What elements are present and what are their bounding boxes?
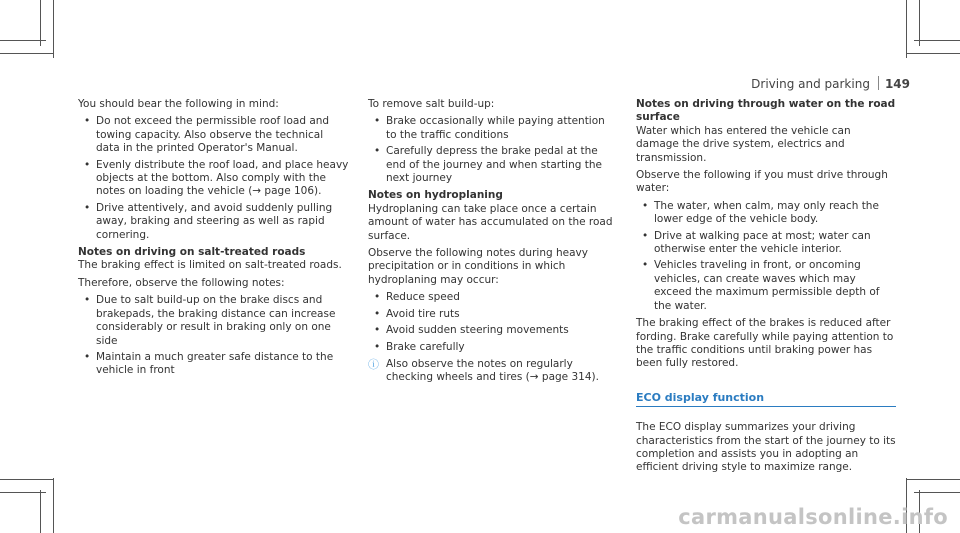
page-number: 149: [884, 77, 910, 91]
list-item: • Avoid sudden steering movements: [368, 324, 616, 337]
crop-mark: [40, 490, 41, 533]
water-observe: Observe the following if you must drive through water:: [636, 169, 888, 195]
remove-intro: To remove salt build-up:: [368, 98, 495, 110]
crop-mark: [914, 492, 960, 493]
water-after-text: The braking effect of the brakes is reduced after fording. Brake carefully while paying attention to the traffic conditions until braking power has been fully restored.: [636, 317, 894, 370]
hydroplaning-heading: Notes on hydroplaning: [368, 189, 503, 202]
salt-list: [78, 294, 350, 377]
roof-load-list: [78, 115, 350, 242]
crop-mark: [53, 0, 54, 58]
hydroplaning-observe: Observe the following notes during heavy precipitation or in conditions in which hydroplaning may occur:: [368, 247, 588, 286]
salt-heading: Notes on driving on salt-treated roads: [78, 246, 306, 259]
info-note: [368, 358, 616, 385]
column-middle: [368, 98, 616, 385]
water-heading: Notes on driving through water on the road surface: [636, 98, 896, 124]
crop-mark: [0, 479, 54, 480]
crop-mark: [0, 40, 46, 41]
hydroplaning-list: [368, 291, 616, 354]
column-right: [636, 98, 896, 479]
list-item: • Drive at walking pace at most; water can otherwise enter the vehicle interior.: [636, 230, 896, 257]
crop-mark: [906, 479, 960, 480]
list-item: • Drive attentively, and avoid suddenly pulling away, braking and steering as well as rapid cornering.: [78, 202, 350, 242]
eco-text: The ECO display summarizes your driving characteristics from the start of the journey to its completion and assists you in adopting an efficient driving style to maximize range.: [636, 421, 896, 474]
list-item: • The water, when calm, may only reach the lower edge of the vehicle body.: [636, 200, 896, 227]
crop-mark: [914, 40, 960, 41]
crop-mark: [0, 492, 46, 493]
page-header: [751, 76, 910, 91]
list-item: • Vehicles traveling in front, or oncoming vehicles, can create waves which may exceed the maximum permissible depth of the water.: [636, 259, 896, 313]
list-item: • Evenly distribute the roof load, and place heavy objects at the bottom. Also comply with the notes on loading the vehicle (→ page 106).: [78, 159, 350, 199]
eco-heading: ECO display function: [636, 391, 896, 407]
list-item: • Due to salt build-up on the brake discs and brakepads, the braking distance can increase considerably or result in braking only on one side: [78, 294, 350, 348]
note-text: Also observe the notes on regularly checking wheels and tires (→ page 314).: [386, 357, 599, 384]
crop-mark: [906, 0, 907, 58]
hydroplaning-text: Hydroplaning can take place once a certain amount of water has accumulated on the road surface.: [368, 202, 613, 242]
section-title: Driving and parking: [751, 77, 870, 91]
header-divider: [878, 76, 879, 90]
intro-text: You should bear the following in mind:: [78, 98, 279, 110]
list-item: • Carefully depress the brake pedal at the end of the journey and when starting the next journey: [368, 145, 616, 185]
crop-mark: [53, 478, 54, 533]
column-left: [78, 98, 350, 382]
crop-mark: [906, 53, 960, 54]
water-text: Water which has entered the vehicle can damage the drive system, electrics and transmission.: [636, 124, 851, 164]
salt-text: The braking effect is limited on salt-treated roads.: [78, 259, 342, 272]
crop-mark: [0, 53, 54, 54]
list-item: • Maintain a much greater safe distance to the vehicle in front: [78, 351, 350, 378]
list-item: • Reduce speed: [368, 291, 616, 304]
water-list: [636, 200, 896, 313]
list-item: • Avoid tire ruts: [368, 308, 616, 321]
salt-observe-text: Therefore, observe the following notes:: [78, 276, 285, 289]
list-item: • Brake occasionally while paying attention to the traffic conditions: [368, 115, 616, 142]
list-item: • Do not exceed the permissible roof load and towing capacity. Also observe the technical data in the printed Operator's Manual.: [78, 115, 350, 155]
watermark: carmanualsonline.info: [678, 505, 948, 529]
info-icon: ⓘ: [368, 357, 379, 371]
remove-list: [368, 115, 616, 185]
list-item: • Brake carefully: [368, 341, 616, 354]
